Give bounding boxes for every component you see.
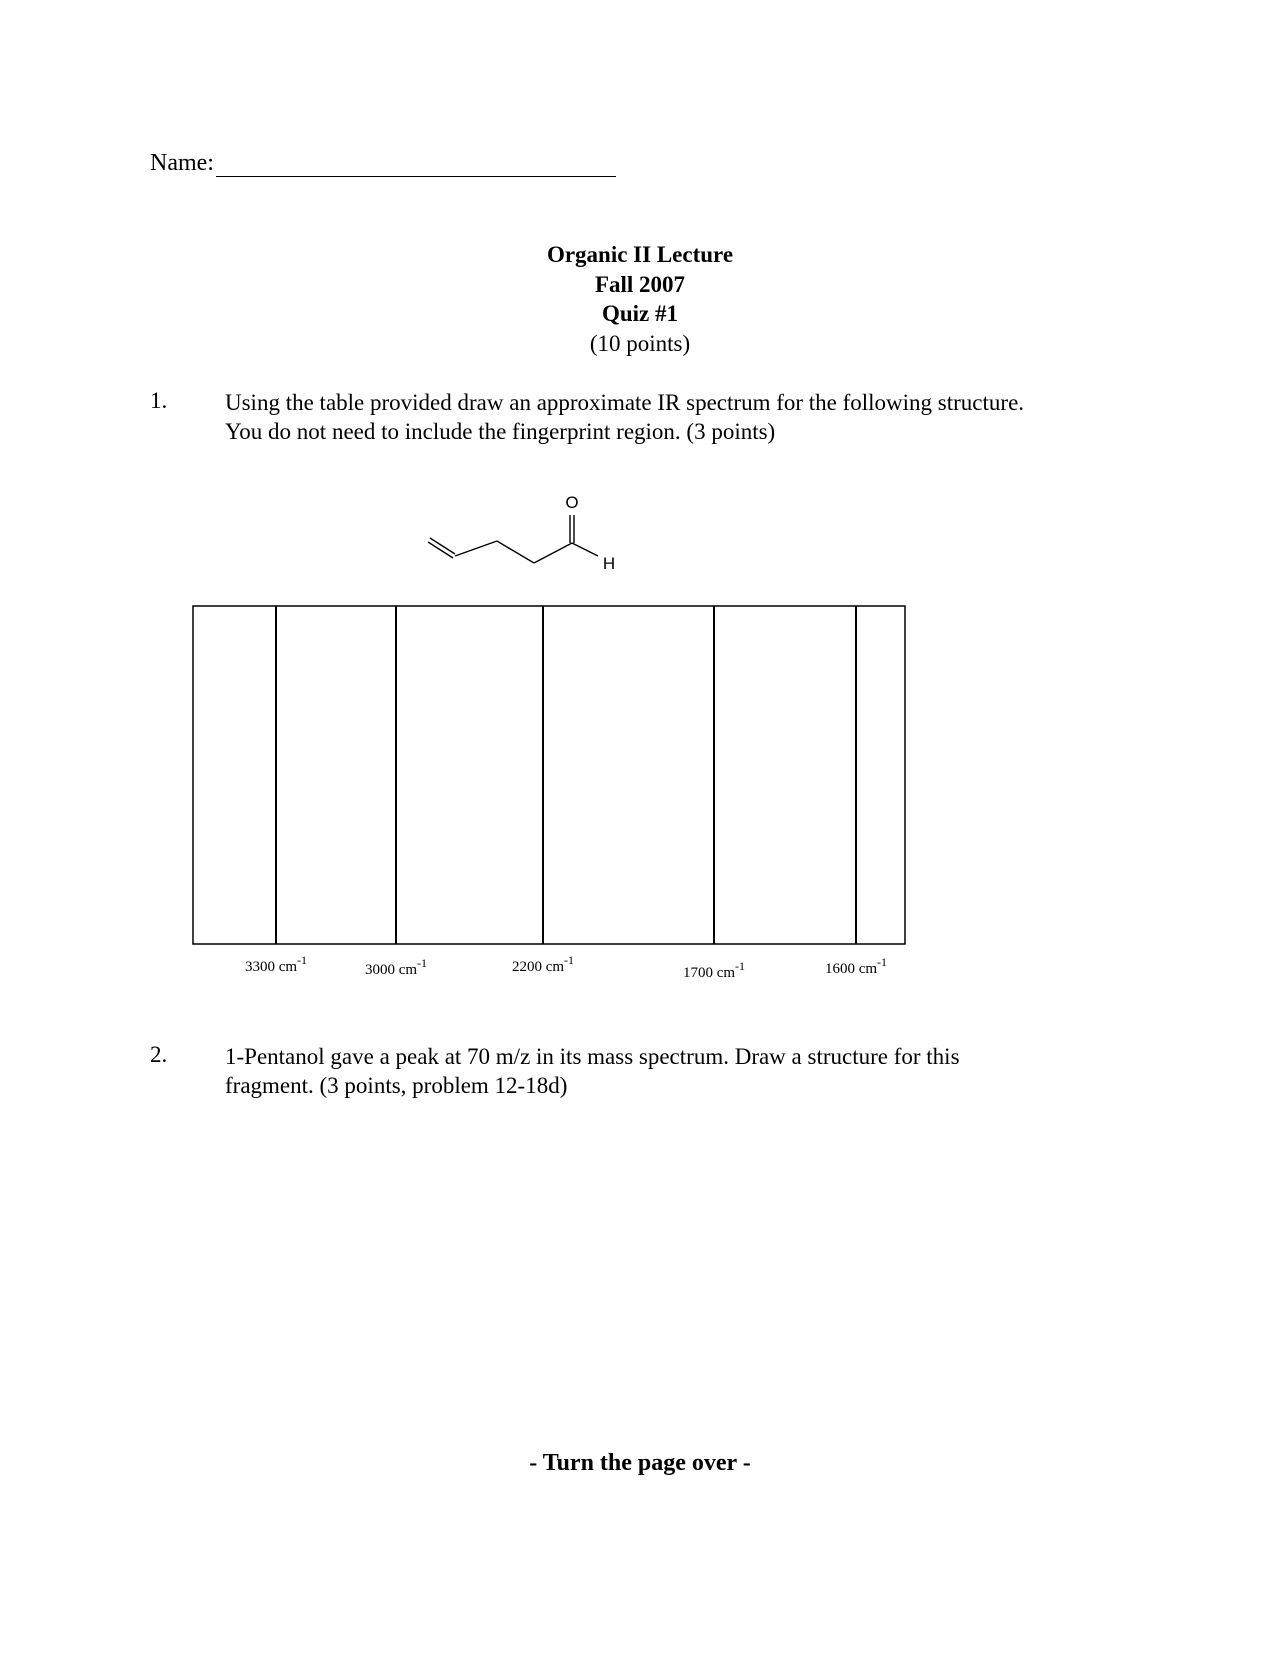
spectrum-tick-labels	[245, 953, 887, 981]
tick-label-1700: 1700 $cm^{-1}$	[682, 959, 746, 981]
question-2-text	[225, 1042, 1105, 1100]
hydrogen-label: H	[602, 554, 616, 573]
tick-label-1600: 1600 $cm^{-1}$	[824, 955, 888, 977]
question-1-line-2: You do not need to include the fingerprint region. (3 points)	[225, 419, 776, 444]
quiz-title: Quiz #1	[601, 301, 679, 326]
chain-bond-3	[534, 543, 572, 563]
question-2-line-2: fragment. (3 points, problem 12-18d)	[225, 1073, 568, 1098]
aldehyde-h-bond	[572, 543, 598, 556]
term-title: Fall 2007	[594, 271, 686, 297]
question-1-number: 1.	[150, 388, 168, 413]
question-2-number: 2.	[150, 1042, 168, 1067]
course-title: Organic II Lecture	[546, 242, 734, 267]
name-label: Name:	[150, 150, 214, 176]
chain-bond-2	[497, 541, 534, 563]
tick-label-2200: 2200 $cm^{-1}$	[511, 953, 575, 975]
tick-label-3000: 3000 $cm^{-1}$	[364, 956, 428, 978]
spectrum-gridlines	[276, 606, 856, 944]
spectrum-frame	[193, 606, 905, 944]
question-1-line-1: Using the table provided draw an approximate IR spectrum for the following structure.	[225, 390, 1025, 415]
tick-label-3300: 3300 $cm^{-1}$	[244, 953, 308, 975]
turn-page-note: - Turn the page over -	[529, 1450, 751, 1476]
chain-bond-1	[455, 541, 497, 556]
total-points: (10 points)	[589, 330, 691, 356]
molecule-structure	[428, 515, 598, 563]
oxygen-label: O	[565, 493, 579, 512]
question-2-line-1: 1-Pentanol gave a peak at 70 m/z in its mass spectrum. Draw a structure for this	[225, 1044, 960, 1069]
